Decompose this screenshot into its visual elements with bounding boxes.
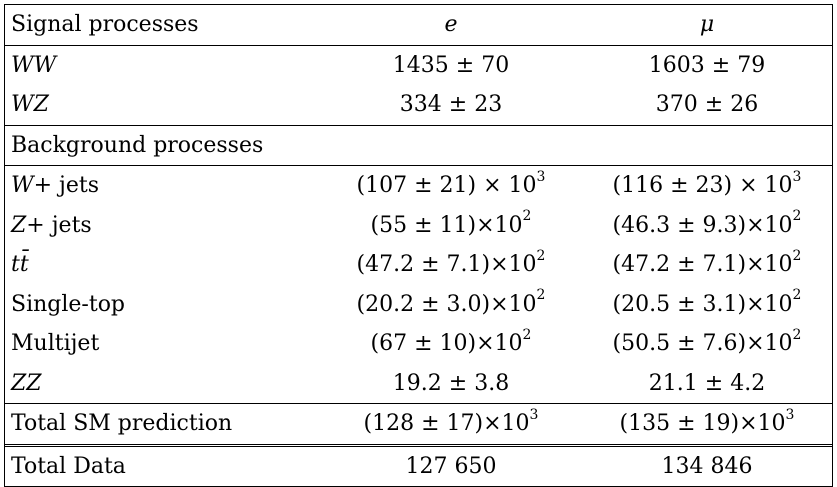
yield-mu: $(46.3 \pm 9.3)\times 10^2$ (612, 208, 802, 238)
background-header-label: Background processes (5, 125, 832, 166)
yield-e: 19.2 ± 3.8 (392, 370, 510, 396)
process-name: WZ (11, 92, 49, 117)
column-header-mu: μ (582, 5, 832, 46)
table-row-total-data (5, 445, 832, 487)
yield-mu: 134 846 (582, 445, 832, 487)
yield-e: $(20.2 \pm 3.0)\times 10^2$ (356, 287, 546, 317)
process-name: WW (5, 45, 320, 85)
yield-mu: 21.1 ± 4.2 (648, 370, 766, 396)
yield-mu: $(135 \pm 19)\times 10^3$ (582, 404, 832, 446)
yield-mu: 370 ± 26 (655, 92, 759, 117)
yield-e: $(67 \pm 10)\times 10^2$ (370, 326, 532, 356)
table-row-multijet (5, 324, 832, 364)
signal-header-label: Signal processes (5, 5, 320, 46)
process-name: Multijet (11, 331, 100, 356)
header-row (5, 5, 832, 46)
table-row-total-sm (5, 404, 832, 446)
table-row-ttbar (5, 245, 832, 285)
yield-mu: $(20.5 \pm 3.1)\times 10^2$ (612, 287, 802, 317)
table-row-z-jets (5, 206, 832, 246)
column-header-e: e (320, 5, 582, 46)
process-name: Single-top (11, 291, 126, 317)
yield-e: $(55 \pm 11)\times 10^2$ (370, 208, 532, 238)
process-name: W+ jets (5, 166, 320, 206)
yield-e: $(47.2 \pm 7.1)\times 10^2$ (356, 247, 546, 277)
background-header-row (5, 125, 832, 166)
table-row-single-top (5, 285, 832, 325)
process-name: ZZ (11, 370, 42, 396)
results-table-frame (4, 4, 833, 487)
table-row-wz (5, 85, 832, 125)
yield-mu: $(50.5 \pm 7.6)\times 10^2$ (612, 326, 802, 356)
process-name: Total SM prediction (5, 404, 320, 446)
event-yields-table (5, 4, 832, 487)
yield-e: 1435 ± 70 (320, 45, 582, 85)
yield-e: 127 650 (320, 445, 582, 487)
table-row-w-jets (5, 166, 832, 206)
table-row-zz (5, 364, 832, 404)
yield-mu: $(47.2 \pm 7.1)\times 10^2$ (612, 247, 802, 277)
yield-mu: $(116 \pm 23) \times 10^3$ (582, 166, 832, 206)
yield-e: 334 ± 23 (399, 92, 503, 117)
yield-mu: 1603 ± 79 (582, 45, 832, 85)
process-name: Z+ jets (11, 212, 92, 238)
process-name: tt̄ (11, 252, 29, 277)
yield-e: $(128 \pm 17)\times 10^3$ (320, 404, 582, 446)
yield-e: $(107 \pm 21) \times 10^3$ (320, 166, 582, 206)
process-name: Total Data (5, 445, 320, 487)
table-row-ww (5, 45, 832, 85)
